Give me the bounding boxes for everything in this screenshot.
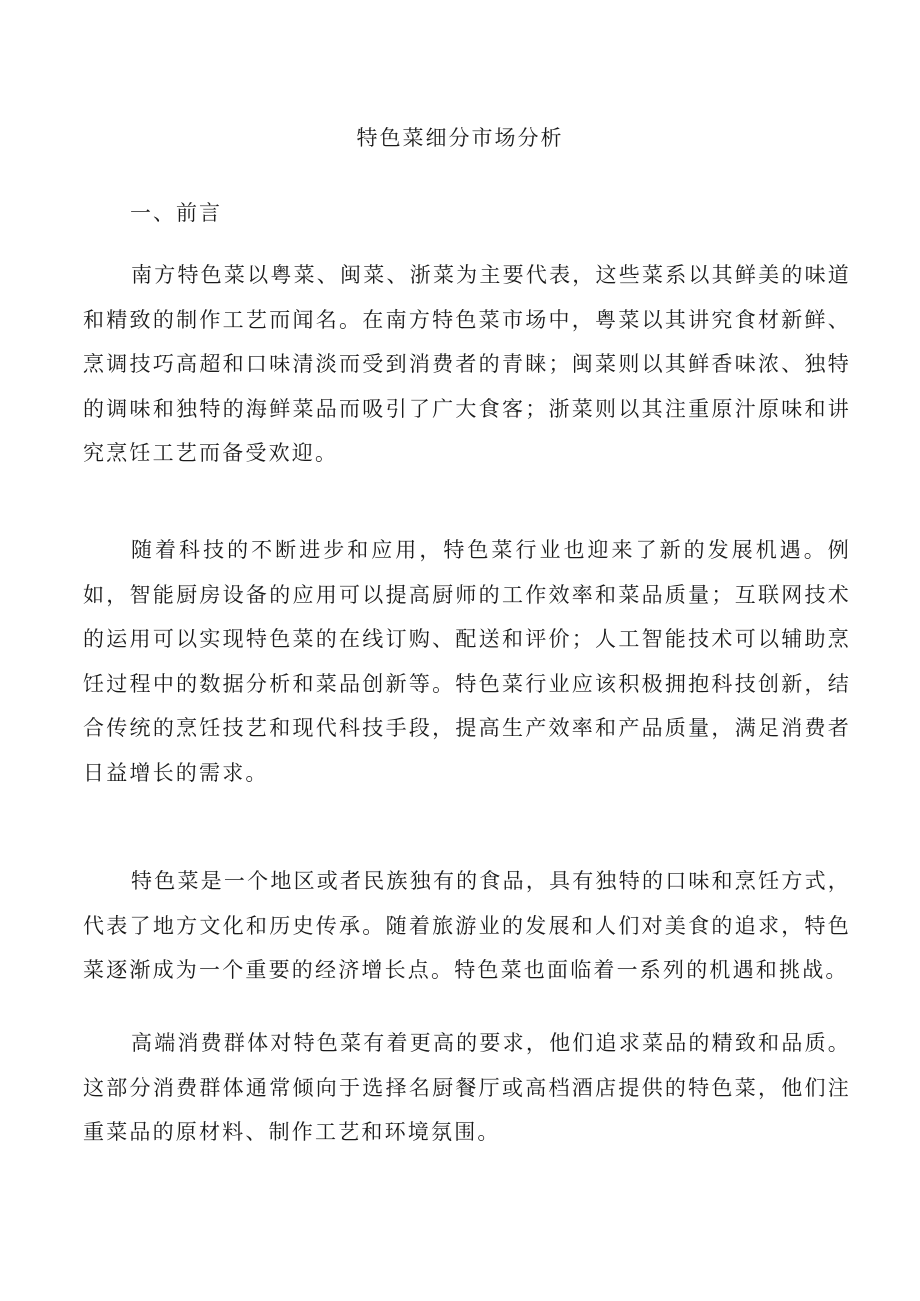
section-heading-preface: 一、前言: [130, 201, 222, 225]
paragraph-high-end-consumers: 高端消费群体对特色菜有着更高的要求，他们追求菜品的精致和品质。这部分消费群体通常倾向于选择名厨餐厅或高档酒店提供的特色菜，他们注重菜品的原材料、制作工艺和环境氛围。: [83, 1031, 851, 1144]
paragraph-southern-cuisine: 南方特色菜以粤菜、闽菜、浙菜为主要代表，这些菜系以其鲜美的味道和精致的制作工艺而闻名。在南方特色菜市场中，粤菜以其讲究食材新鲜、烹调技巧高超和口味清淡而受到消费者的青睐；闽菜则以其鲜香味浓、独特的调味和独特的海鲜菜品而吸引了广大食客；浙菜则以其注重原汁原味和讲究烹饪工艺而备受欢迎。: [83, 263, 851, 465]
paragraph-definition: 特色菜是一个地区或者民族独有的食品，具有独特的口味和烹饪方式，代表了地方文化和历史传承。随着旅游业的发展和人们对美食的追求，特色菜逐渐成为一个重要的经济增长点。特色菜也面临着一系列的机遇和挑战。: [83, 869, 851, 982]
paragraph-technology: 随着科技的不断进步和应用，特色菜行业也迎来了新的发展机遇。例如，智能厨房设备的应用可以提高厨师的工作效率和菜品质量；互联网技术的运用可以实现特色菜的在线订购、配送和评价；人工智能技术可以辅助烹饪过程中的数据分析和菜品创新等。特色菜行业应该积极拥抱科技创新，结合传统的烹饪技艺和现代科技手段，提高生产效率和产品质量，满足消费者日益增长的需求。: [83, 538, 851, 785]
document-title: 特色菜细分市场分析: [356, 126, 564, 150]
